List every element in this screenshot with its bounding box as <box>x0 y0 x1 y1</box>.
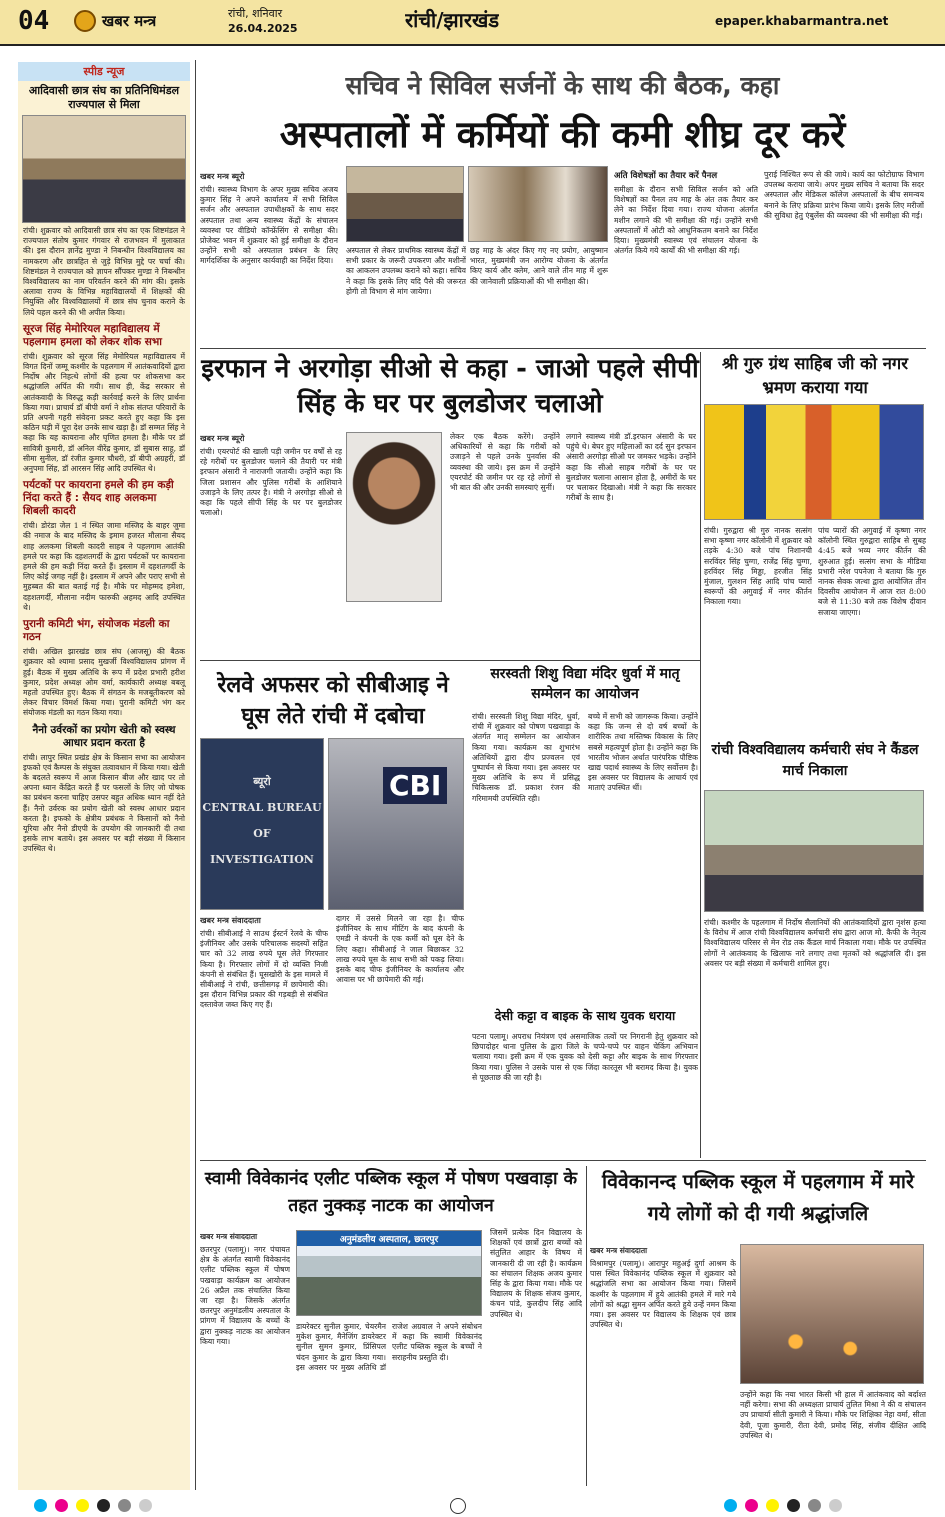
sidebar-subhead-5: नैनो उर्वरकों का प्रयोग खेती को स्वस्थ आधार प्रदान करता है <box>32 723 176 749</box>
irfan-portrait-photo <box>346 432 442 602</box>
swami-headline-box <box>200 1166 582 1224</box>
candle-march-photo <box>704 790 924 912</box>
saraswati-col-1 <box>472 712 580 1002</box>
sidebar-subhead-2: सूरज सिंह मेमोरियल महाविद्यालय में पहलगाम हमला को लेकर शोक सभा <box>23 322 162 348</box>
sidebar-story-4: रांची। अखिल झारखंड छात्र संघ (आजसू) की बैठक शुक्रवार को श्यामा प्रसाद मुखर्जी विश्वविद्यालय प्रांगण में हुई। बैठक में मुख्य अतिथि के रूप में प्रदेश प्रभारी हरीश कुमार, प्रदेश अध्यक्ष ओम वर्मा, कार्यकारी अध्यक्ष बबलू महतो उपस्थित हुए। बैठक में संगठन के मजबूतीकरण को लेकर विचार विमर्श किया गया। पुरानी कमिटी भंग कर संयोजक मंडली का गठन किया गया। <box>23 647 185 718</box>
sidebar-subhead-3: पर्यटकों पर कायराना हमले की हम कड़ी निंदा करते हैं : सैयद शाह अलकमा शिबली कादरी <box>23 479 174 518</box>
reg-dot <box>55 1499 68 1512</box>
brand-logo <box>74 10 156 32</box>
cbi-text-1: रांची। सीबीआई ने साउथ ईस्टर्न रेलवे के चीफ इंजीनियर और उसके परिचालक सदस्यों सहित चार को 32 लाख रुपये घूस लेते गिरफ्तार किया है। गिरफ्तार लोगों में दो व्यक्ति निजी कंपनी से संबंधित हैं। घूसखोरी के इस मामले में सीबीआई ने रांची, छत्तीसगढ़ में छापेमारी की। इस दौरान विभिन्न प्रकार की गड़बड़ी से संबंधित दस्तावेज जब्त किए गए हैं। <box>200 929 328 1010</box>
column-divider <box>195 60 196 1490</box>
swami-col-3 <box>490 1228 582 1485</box>
reg-dot <box>118 1499 131 1512</box>
row-divider-1 <box>200 348 926 349</box>
column-divider-right <box>700 352 701 1158</box>
edition-city-day: रांची, शनिवार <box>228 7 283 20</box>
lead-headline-box <box>200 108 925 164</box>
bulldozer-text-1: रांची। एयरपोर्ट की खाली पड़ी जमीन पर वर्षों से रह रहे गरीबों पर बुलडोजर चलाने की तैयारी पर मंत्री इरफान अंसारी ने नाराजगी जतायी। उन्होंने कहा कि जिला प्रशासन और पुलिस गरीबों के आशियाने उजाड़ने के लिए तत्पर है। मंत्री ने अरगोड़ा सीओ से कहा कि पहले सीपी सिंह के घर पर बुलडोजर चलाओ। <box>200 447 342 518</box>
nagar-kirtan-photo <box>704 404 924 520</box>
sidebar-kicker: स्पीड न्यूज <box>18 62 190 81</box>
row-divider-3 <box>200 1160 926 1161</box>
vivek-col-1 <box>590 1244 736 1484</box>
vivek-headline-box <box>590 1166 926 1236</box>
swami-headline: स्वामी विवेकानंद एलीट पब्लिक स्कूल में पोषण पखवाड़ा के तहत नुक्कड़ नाटक का आयोजन <box>204 1169 578 1216</box>
sidebar-column <box>18 62 190 1490</box>
univ-body <box>704 918 926 1154</box>
cbi-board-line3: OF <box>253 827 271 840</box>
edition-date-value: 26.04.2025 <box>228 22 298 35</box>
guru-headline: श्री गुरु ग्रंथ साहिब जी को नगर भ्रमण कराया गया <box>722 354 908 397</box>
saraswati-headline-box <box>472 664 698 708</box>
cbi-officer-photo <box>328 738 464 910</box>
epaper-url[interactable]: epaper.khabarmantra.net <box>715 14 889 28</box>
lead-text-1: रांची। स्वास्थ्य विभाग के अपर मुख्य सचिव अजय कुमार सिंह ने अपने कार्यालय में सभी सिविल सर्जन और अस्पताल उपाधीक्षकों के साथ सदर अस्पताल तथा अन्य स्वास्थ्य केंद्रों के संचालन व्यवस्था पर वीडियो कॉन्फ्रेंसिंग से समीक्षा की। प्रोजेक्ट भवन में शुक्रवार को हुई समीक्षा के दौरान उन्होंने सभी को अस्पताल प्रबंधन के लिए मार्गदर्शिका के अनुसार कार्यवाही का निर्देश दिया। <box>200 185 338 266</box>
cbi-col-1 <box>200 914 328 1154</box>
brand-logo-icon <box>74 10 96 32</box>
saraswati-text-2: बच्चे में सभी को जागरूक किया। उन्होंने कहा कि जन्म से दो वर्ष बच्चों के शारीरिक तथा मस्तिष्क विकास के लिए सबसे महत्वपूर्ण होता है। उन्होंने कहा कि भारतीय भोजन अर्थात पारंपरिक पौष्टिक खाद्य पदार्थ स्वास्थ्य के लिए सर्वोत्तम है। इस अवसर पर विद्यालय के आचार्य एवं माताएं उपस्थित थीं। <box>588 712 698 793</box>
cbi-board-photo <box>200 738 324 910</box>
lead-text-3: छह माह के अंदर किए गए नए प्रयोग, आयुष्मान भारत, मुख्यमंत्री जन आरोग्य योजना के अंतर्गत किए कार्य और क्लेम, आने वाले तीन माह में शुरू की जानेवाली प्रक्रियाओं की भी समीक्षा की। <box>470 246 608 286</box>
reg-dot <box>808 1499 821 1512</box>
swami-byline: खबर मन्त्र संवाददाता <box>200 1232 258 1241</box>
page-number: 04 <box>18 6 50 36</box>
swami-text-1: छतरपुर (पलामू)। नगर पंचायत क्षेत्र के अंतर्गत स्वामी विवेकानंद एलीट पब्लिक स्कूल में पोषण पखवाड़ा कार्यक्रम का आयोजन 26 अप्रैल तक संचालित किया जा रहा है। जिसके अंतर्गत छतरपुर अनुमंडलीय अस्पताल के प्रांगण में विद्यालय के बच्चों के द्वारा नुक्कड़ नाटक का आयोजन किया गया। <box>200 1245 290 1346</box>
reg-dot <box>766 1499 779 1512</box>
hospital-sign: अनुमंडलीय अस्पताल, छतरपुर <box>297 1231 481 1246</box>
saraswati-text-1: रांची। सरस्वती शिशु विद्या मंदिर, धुर्वा, रांची में शुक्रवार को पोषण पखवाड़ा के अंतर्गत मातृ सम्मेलन का आयोजन किया गया। कार्यक्रम का शुभारंभ अतिथियों द्वारा दीप प्रज्वलन एवं पुष्पार्चन से किया गया। इस अवसर पर मुख्य अतिथि के रूप में प्रसिद्ध चिकित्सक डॉ. प्रकाश रंजन की गरिमामयी उपस्थिति रही। <box>472 712 580 803</box>
cbi-headline: रेलवे अफसर को सीबीआइ ने घूस लेते रांची में दबोचा <box>217 673 449 729</box>
lead-photo-conference <box>468 166 608 242</box>
saraswati-headline: सरस्वती शिशु विद्या मंदिर धुर्वा में मातृ सम्मेलन का आयोजन <box>490 666 680 702</box>
reg-dot <box>34 1499 47 1512</box>
lead-kicker-box <box>200 68 925 106</box>
lead-col-5 <box>764 170 924 345</box>
cbi-col-2 <box>336 914 464 1154</box>
rapid-text-1: पटना पलामू। अपराध नियंत्रण एवं असमाजिक तत्वों पर निगरानी हेतु शुक्रवार को छिपादोहर थाना पुलिस के द्वारा जिले के चप्पे-चप्पे पर वाहन चेकिंग अभियान चलाया गया। इसी क्रम में एक युवक को देसी कट्टा और बाइक के साथ गिरफ्तार किया गया। पुलिस ने उसके पास से एक जिंदा कारतूस भी बरामद किया है। युवक से पूछताछ की जा रही है। <box>472 1032 698 1082</box>
sidebar-story-1: रांची। शुक्रवार को आदिवासी छात्र संघ का एक शिष्टमंडल ने राज्यपाल संतोष कुमार गंगवार से राजभवन में मुलाकात की। इस दौरान ज्ञानेंद्र मुण्डा ने निबन्धीन विश्वविद्यालय का नामकरण और छात्रहित से जुड़े विभिन्न मुद्दे पर चर्चा की। शिष्टमंडल ने राज्यपाल को ज्ञापन सौंपकर मुण्डा ने निबन्धीन विश्वविद्यालय का नाम परिवर्तन करने की मांग की। इसके अलावा राज्य के विभिन्न महाविद्यालयों में शिक्षकों की नियुक्ति और विश्वविद्यालयों में छात्र संघ चुनाव कराने के लिये पहल करने की भी अपील किया। <box>23 226 185 317</box>
reg-dot <box>829 1499 842 1512</box>
lead-col-1 <box>200 170 338 345</box>
rapid-headline: देसी कट्टा व बाइक के साथ युवक धराया <box>494 1008 676 1023</box>
cbi-byline: खबर मन्त्र संवाददाता <box>200 916 261 925</box>
sidebar-story-3: रांची। डोरंडा जेल 1 नं स्थित जामा मस्जिद के बाहर जुमा की नमाज के बाद मस्जिद के इमाम हजरत मौलाना सैयद शाह अलकमा शिबली कादरी साहब ने पहलगाम आतंकी हमले पर कहा कि दहशतगर्दी के द्वारा पर्यटकों पर कायराना हमले की हम कड़ी निंदा करते हैं। इस्लाम में दहशतगर्दी के लिए कोई जगह नहीं है। इस्लाम में अपने और पराए सभी से मुहब्बत की बात बताई गई है। मौके पर मोहम्मद हमेशा, दहशतगर्दी, मौलाना नदीम फारुकी अहमद आदि उपस्थित थे। <box>23 521 185 612</box>
tribute-photo <box>740 1244 924 1384</box>
univ-text-1: रांची। कश्मीर के पहलगाम में निर्दोष सैलानियों की आतंकवादियों द्वारा नृशंस हत्या के विरोध में आज रांची विश्वविद्यालय कर्मचारी संघ द्वारा आज मो. कैफी के नेतृत्व विश्वविद्यालय परिसर से मेन रोड तक कैंडल मार्च निकाला गया। मौके पर उपस्थित लोगों ने आतंकवाद के खिलाफ नारे लगाए तथा मृतकों को श्रद्धांजलि दी। इस अवसर पर बड़ी संख्या में कर्मचारी शामिल हुए। <box>704 918 926 968</box>
reg-dot <box>76 1499 89 1512</box>
cbi-text-2: दागर में उससे मिलने जा रहा है। चीफ इंजीनियर के साथ मीटिंग के बाद कंपनी के एमडी ने कंपनी के एक कर्मी को घूस देने के लिए कहा। सीबीआई ने जाल बिछाकर 32 लाख रुपये घूस के साथ सभी को पकड़ लिया। इसके बाद चीफ इंजीनियर के कार्यालय और आवास पर भी छापेमारी की गई। <box>336 914 464 985</box>
reg-dot <box>139 1499 152 1512</box>
bulldozer-headline: इरफान ने अरगोड़ा सीओ से कहा - जाओ पहले सीपी सिंह के घर पर बुलडोजर चलाओ <box>201 354 699 419</box>
vivek-text-1: विश्रामपुर (पलामू)। आरापुर महुअई दुर्गा आश्रम के पास स्थित विवेकानंद पब्लिक स्कूल में शुक्रवार को श्रद्धांजलि सभा का आयोजन किया गया। जिसमें कश्मीर के पहलगाम में हुये आतंकी हमले में मारे गये लोगों को श्रद्धा सुमन अर्पित करते हुये उन्हें नमन किया गया। इस अवसर पर विद्यालय के शिक्षक एवं छात्र उपस्थित थे। <box>590 1259 736 1330</box>
swami-col-1 <box>200 1230 290 1485</box>
brand-name: खबर मन्त्र <box>102 12 157 30</box>
column-divider-bottom <box>586 1166 587 1486</box>
sidebar-subhead-4: पुरानी कमिटी भंग, संयोजक मंडली का गठन <box>23 618 170 644</box>
lead-col-3 <box>470 246 608 346</box>
bulldozer-text-3: लगाने स्वास्थ्य मंत्री डॉ.इरफान अंसारी के घर पहुंचे थे। बेघर हुए महिलाओं का दर्द सुन इरफान अंसारी अरगोड़ा सीओ पर जमकर भड़के। उन्होंने कहा कि सीओ साहब गरीबों के घर पर बुलडोजर चलाना आसान होता है, अमीरों के घर पर चलाकर दिखाओ। मंत्री ने कहा कि सरकार गरीबों के साथ है। <box>566 432 696 503</box>
cbi-jacket-text: CBI <box>383 767 447 804</box>
cbi-headline-box <box>200 670 466 734</box>
guru-col-2 <box>818 526 926 726</box>
row-divider-2 <box>200 660 700 661</box>
swami-text-2: डायरेक्टर सुनील कुमार, चेयरमैन मुकेश कुमार, मैनेजिंग डायरेक्टर सुनील सुमन कुमार, प्रिंसिपल चंदन कुमार के द्वारा किया गया। इस अवसर पर मुख्य अतिथि डॉ राजेश अग्रवाल ने अपने संबोधन में कहा कि स्वामी विवेकानंद एलीट पब्लिक स्कूल के बच्चों ने सराहनीय प्रस्तुति दी। <box>296 1322 482 1372</box>
lead-headline: अस्पतालों में कर्मियों की कमी शीघ्र दूर करें <box>279 113 846 156</box>
vivek-headline: विवेकानन्द पब्लिक स्कूल में पहलगाम में मारे गये लोगों को दी गयी श्रद्धांजलि <box>602 1170 914 1225</box>
guru-text-2: पांच प्यारों की अगुवाई में कृष्णा नगर कॉलोनी स्थित गुरुद्वारा साहिब से सुबह 4:45 बजे भव्य नगर कीर्तन की शुरुआत हुई। सत्संग सभा के मीडिया प्रभारी नरेश पपनेजा ने बताया कि गुरु नानक सेवक जत्था द्वारा आयोजित तीन दिवसीय आयोजन में आज रात 8:00 बजे से 11:30 बजे तक विशेष दीवान सजाया जाएगा। <box>818 526 926 617</box>
bulldozer-col-3 <box>566 432 696 632</box>
lead-text-5: पुराई निश्चित रूप से की जाये। कार्य का फोटोग्राफ विभाग उपलब्ध कराया जाये। अपर मुख्य सचिव ने बताया कि सदर अस्पताल और मेडिकल कॉलेज अस्पतालों के बीच समन्वय बनाने के लिए प्रक्रिया प्रारंभ किया जाये। इसके लिए मरीजों की सुविधा हेतु एंबुलेंस की व्यवस्था की भी समीक्षा की गई। <box>764 170 924 220</box>
reg-dot <box>97 1499 110 1512</box>
crosshair-icon <box>450 1498 466 1514</box>
bulldozer-col-1 <box>200 432 342 632</box>
swami-text-3: जिसमें प्रत्येक दिन विद्यालय के शिक्षकों एवं छात्रों द्वारा बच्चों को संतुलित आहार के विषय में जानकारी दी जा रही है। कार्यक्रम का संचालन शिक्षक अजय कुमार सिंह के द्वारा किया गया। मौके पर विद्यालय के शिक्षक संजय कुमार, कंचन पांडे, कुलदीप सिंह आदि उपस्थित थे। <box>490 1228 582 1319</box>
vivek-byline: खबर मन्त्र संवाददाता <box>590 1246 648 1255</box>
reg-dot <box>724 1499 737 1512</box>
bulldozer-text-2: लेकर एक बैठक करेंगे। उन्होंने अधिकारियों से कहा कि गरीबों को उजाड़ने से पहले उनके पुनर्वास की व्यवस्था की जाये। इस क्रम में उन्होंने एयरपोर्ट की जमीन पर रह रहे लोगों से भी बात की और उनकी समस्याएं सुनीं। <box>450 432 560 493</box>
bulldozer-byline: खबर मन्त्र ब्यूरो <box>200 434 245 443</box>
guru-col-1 <box>704 526 812 726</box>
lead-byline: खबर मन्त्र ब्यूरो <box>200 172 245 181</box>
section-title: रांची/झारखंड <box>405 8 500 32</box>
bulldozer-col-2 <box>450 432 560 632</box>
reg-dot <box>745 1499 758 1512</box>
cbi-board-line2: CENTRAL BUREAU <box>202 801 322 814</box>
reg-dot <box>787 1499 800 1512</box>
lead-col4-subhead: अति विशेषज्ञों का तैयार करें पैनल <box>614 171 718 181</box>
lead-text-4: समीक्षा के दौरान सभी सिविल सर्जन को अति विशेषज्ञों का पैनल तय माह के अंत तक तैयार कर लेने का निर्देश दिया गया। राज्य योजना अंतर्गत मशीन लगाने की भी समीक्षा की गई। उन्होंने सभी अस्पतालों में ओटी को आधुनिकतम बनाने का निर्देश दिया। मुख्यमंत्री स्वास्थ्य एवं संचालन योजना के अंतर्गत किये गये कार्यों की भी समीक्षा की गई। <box>614 185 758 256</box>
rapid-body <box>472 1032 698 1154</box>
rapid-headline-box <box>472 1006 698 1028</box>
sidebar-story-5: रांची। लापुर स्थित प्रखंड क्षेत्र के किसान सभा का आयोजन इफको एवं कैम्पस के संयुक्त तत्वावधान में किया गया। खेती के बदलते स्वरूप में आज किसान बीज और खाद पर तो अपना ध्यान केंद्रित करते हैं पर फसलों के लिए जो पोषक का प्रबंधन करना चाहिए उसपर बहुत अधिक ध्यान नहीं देते हैं। नैनो उर्वरक का प्रयोग खेती को स्वस्थ आधार प्रदान करता है। इफको के क्षेत्रीय प्रबंधक ने किसानों को नैनो यूरिया और नैनो डीएपी के उपयोग की जानकारी दी तथा इसके लाभ बताये। इस अवसर पर बड़ी संख्या में किसान उपस्थित थे। <box>23 752 185 854</box>
edition-date <box>228 6 298 36</box>
lead-text-2: अस्पताल से लेकर प्राथमिक स्वास्थ्य केंद्रों में सभी प्रकार के जरूरी उपकरण और मशीनों का आकलन उपलब्ध कराने को कहा। सचिव ने कहा कि इसके लिए यदि पैसे की जरूरत होगी तो विभाग से मांग जायेगा। <box>346 246 466 296</box>
univ-headline-box <box>704 740 926 786</box>
cbi-board-hindi: ब्यूरो <box>253 775 271 788</box>
bulldozer-headline-box <box>200 352 700 426</box>
guru-headline-box <box>704 352 926 402</box>
lead-col-2 <box>346 246 466 346</box>
cbi-board-line4: INVESTIGATION <box>210 853 314 866</box>
univ-headline: रांची विश्वविद्यालय कर्मचारी संघ ने कैंडल मार्च निकाला <box>711 742 919 779</box>
governor-meeting-photo <box>22 115 186 223</box>
print-registration-marks <box>0 1496 945 1517</box>
lead-col-4 <box>614 170 758 345</box>
vivek-col-2 <box>740 1390 926 1486</box>
vivek-text-2: उन्होंने कहा कि नया भारत किसी भी हाल में आतंकवाद को बर्दाश्त नहीं करेगा। सभा की अध्यक्षता प्राचार्य तुलित मिश्रा ने की व संचालन उप प्राचार्या सीती कुमारी ने किया। मौके पर शिक्षिका नेहा वर्मा, सीता देवी, पूजा कुमारी, रीता देवी, प्रमोद सिंह, संजीव दीक्षित आदि उपस्थित थे। <box>740 1390 926 1440</box>
guru-text-1: रांची। गुरुद्वारा श्री गुरु नानक सत्संग सभा कृष्णा नगर कॉलोनी में शुक्रवार को तड़के 4:30 बजे पांच निशानची सरविंदर सिंह चुग्गा, राजेंद्र सिंह चुग्गा, हरविंदर सिंह मिड्ढा, हरजीत सिंह मुंजाल, गुलशन सिंह आदि पांच प्यारों स्वरूपों की अगुवाई में नगर कीर्तन निकाला गया। <box>704 526 812 607</box>
sidebar-story-2: रांची। शुक्रवार को सूरज सिंह मेमोरियल महाविद्यालय में विगत दिनों जम्मू कश्मीर के पहलगाम में आतंकवादियों द्वारा निर्दोष और निहत्थे लोगों की हत्या पर शोकसभा कर श्रद्धांजलि अर्पित की गयी। साथ ही, केंद्र सरकार से आतंकवादी के विरुद्ध कड़ी कार्रवाई करने के लिए प्रार्थना किया गया। प्राचार्य डॉ बीपी वर्मा ने शोक संतप्त परिवारों के प्रति अपनी गहरी संवेदना प्रकट करते हुए कहा कि इस कठिन घड़ी में पूरा देश उनके साथ खड़ा है। डॉ सम्मत सिंह ने कहा कि यह कायराना और घृणित हमला है। मौके पर डॉ सावित्री कुमारी, डॉ अनिल वीरेंद्र कुमार, डॉ सुबास साहू, डॉ सीमा सुनील, डॉ रंजीत कुमार चौधरी, डॉ बीपी अग्रहरी, डॉ अनुपमा सिंह, डॉ आरसन सिंह आदि उपस्थित थे। <box>23 351 185 474</box>
lead-photo-meeting <box>346 166 464 242</box>
swami-col-2 <box>296 1322 482 1485</box>
lead-kicker: सचिव ने सिविल सर्जनों के साथ की बैठक, कहा <box>345 71 780 100</box>
page-header <box>0 0 945 46</box>
sidebar-headline: आदिवासी छात्र संघ का प्रतिनिधिमंडल राज्यपाल से मिला <box>28 84 180 111</box>
saraswati-col-2 <box>588 712 698 1002</box>
nukkad-natak-photo <box>296 1230 482 1316</box>
